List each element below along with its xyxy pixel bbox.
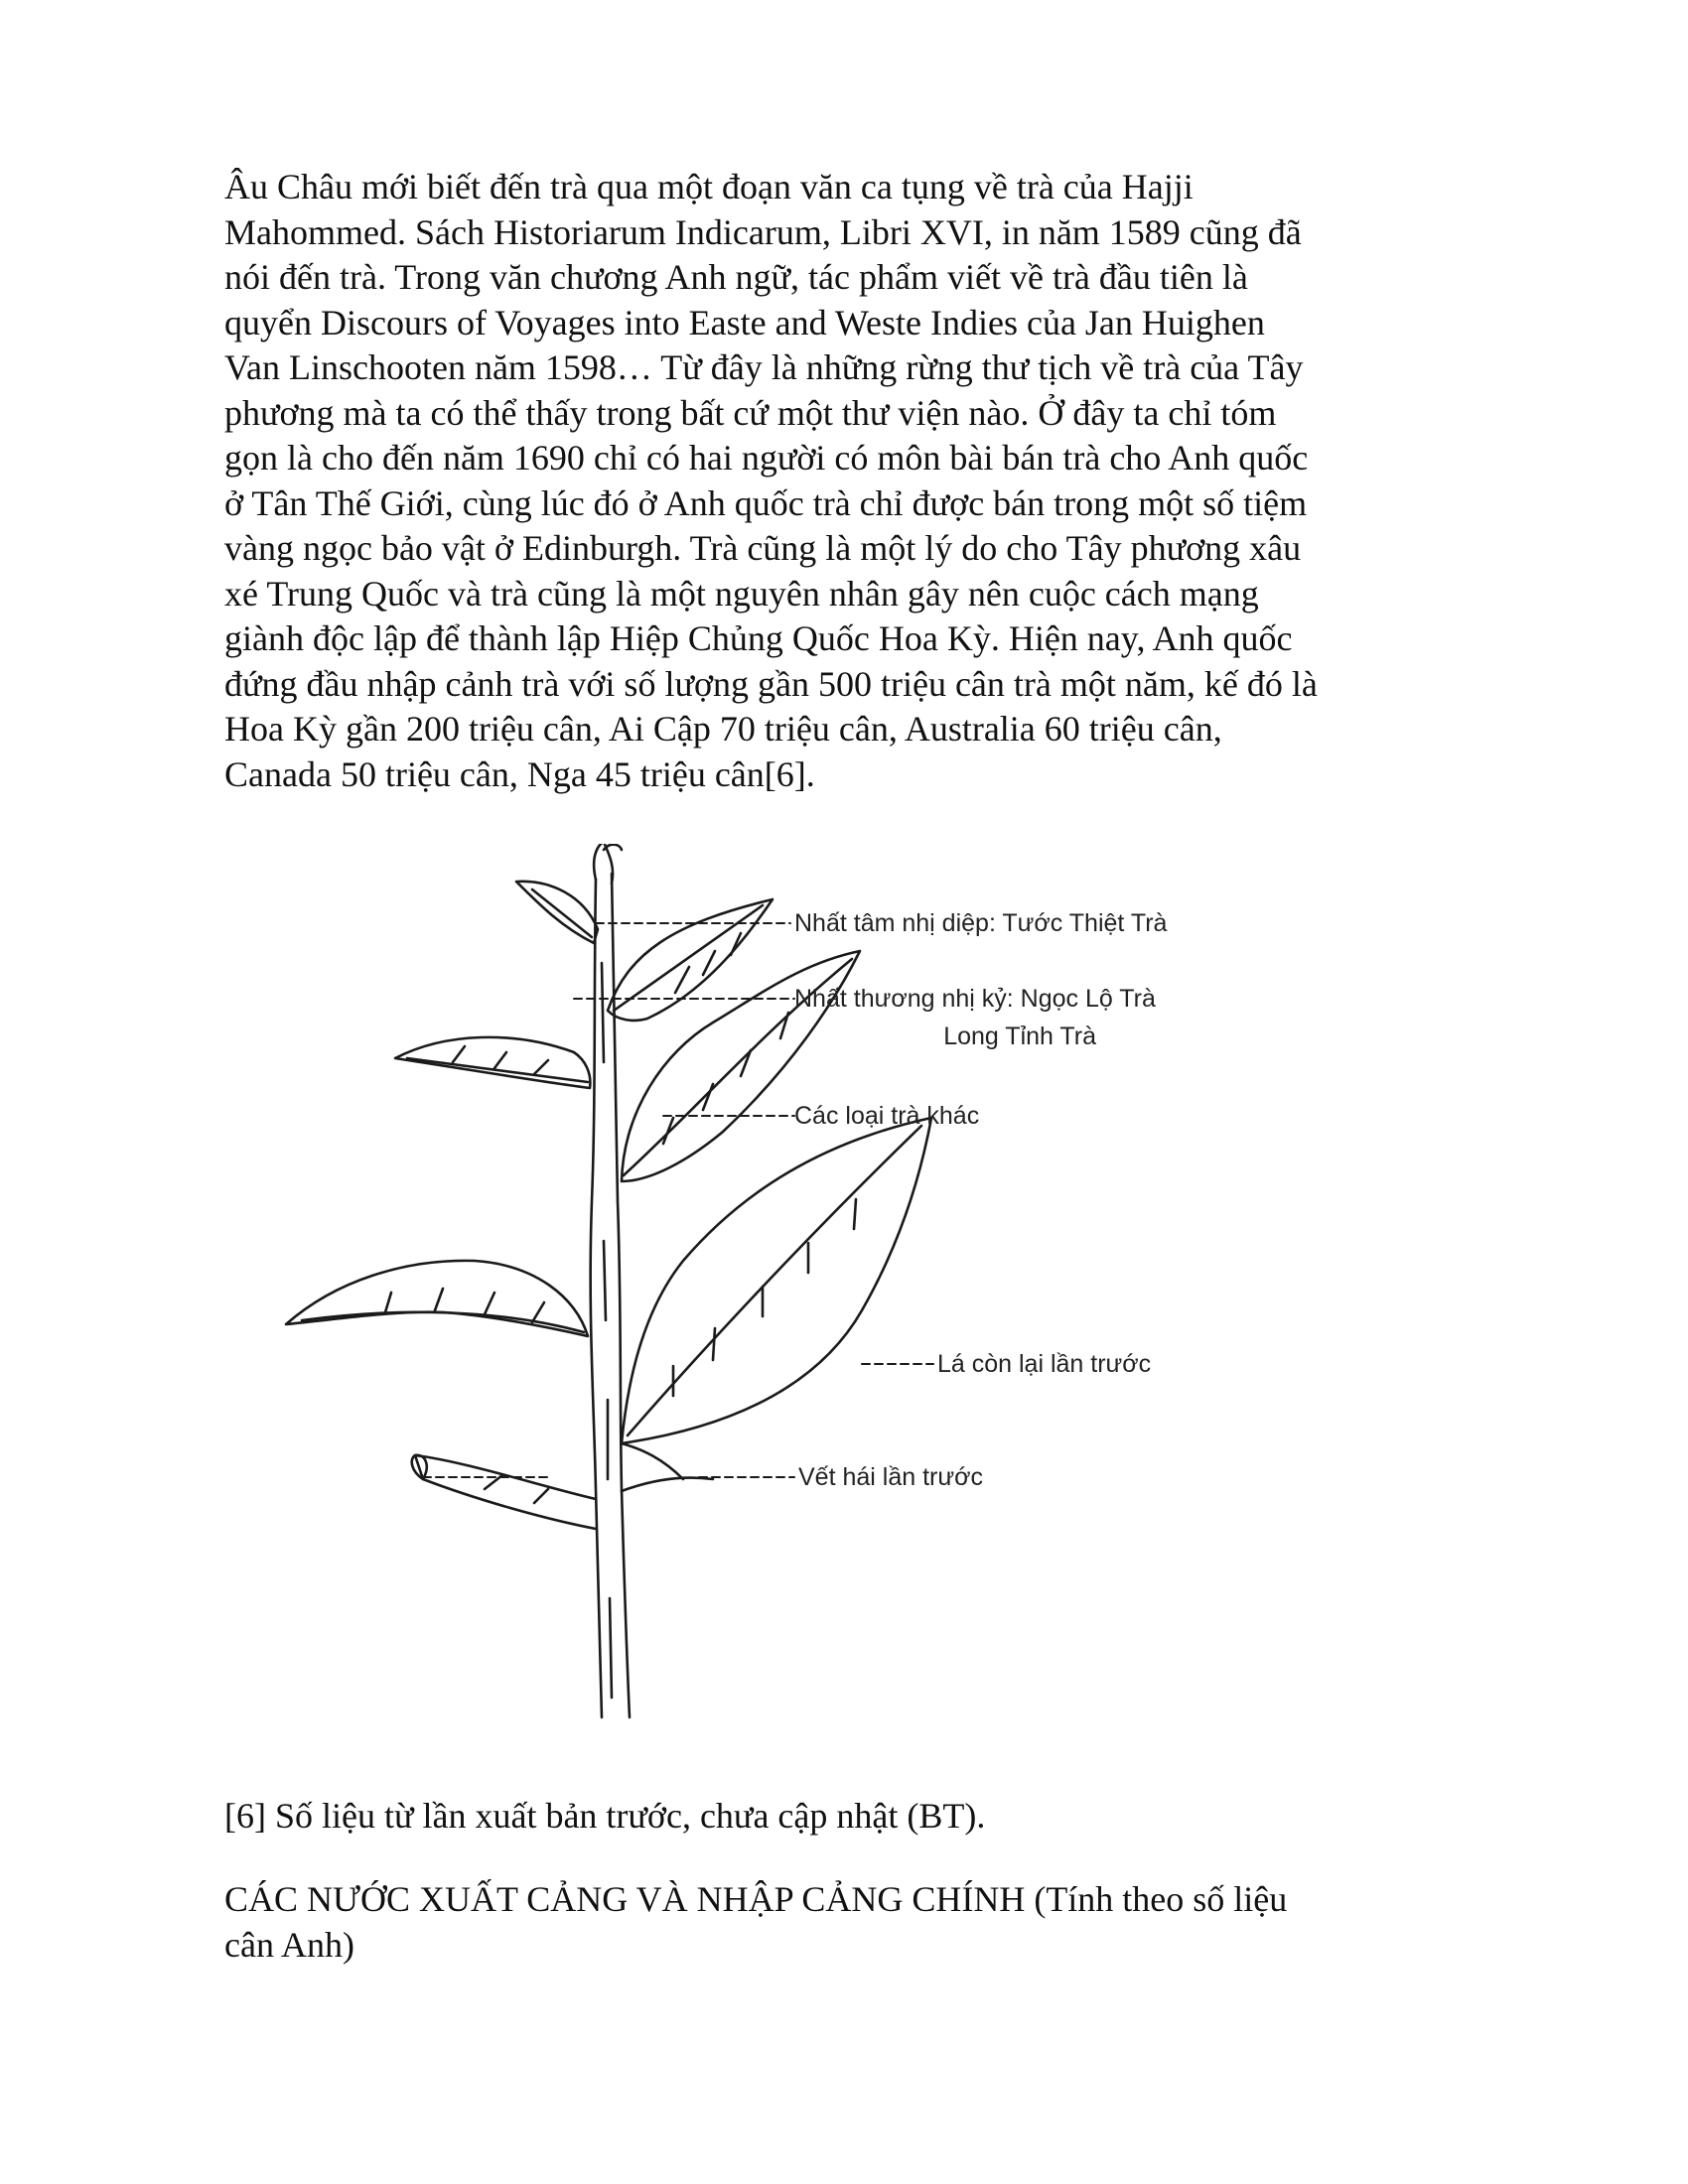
paragraph-line: vàng ngọc bảo vật ở Edinburgh. Trà cũng là một lý do cho Tây phương xâu: [224, 528, 1302, 568]
section-heading: [224, 1877, 1287, 1968]
heading-line: CÁC NƯỚC XUẤT CẢNG VÀ NHẬP CẢNG CHÍNH (Tính theo số liệu: [224, 1879, 1288, 1919]
paragraph-line: nói đến trà. Trong văn chương Anh ngữ, tác phẩm viết về trà đầu tiên là: [224, 257, 1248, 297]
heading-line: cân Anh): [224, 1924, 354, 1965]
label-previous-cut: Vết hái lần trước: [798, 1463, 983, 1491]
label-bud-stem-line1: Nhất thương nhị kỷ: Ngọc Lộ Trà: [794, 985, 1156, 1013]
lower-right-leaf: [622, 1118, 931, 1443]
cut-branch: [415, 1455, 596, 1529]
main-stem: [591, 880, 602, 1717]
footnote: [6] Số liệu từ lần xuất bản trước, chưa cập nhật (BT).: [224, 1796, 986, 1836]
label-bud-leaves: Nhất tâm nhị diệp: Tước Thiệt Trà: [794, 909, 1168, 937]
paragraph-line: phương mà ta có thể thấy trong bất cứ một thư viện nào. Ở đây ta chỉ tóm: [224, 392, 1277, 433]
paragraph-line: quyển Discours of Voyages into Easte and Weste Indies của Jan Huighen: [224, 302, 1265, 342]
label-remaining-leaf: Lá còn lại lần trước: [937, 1350, 1152, 1378]
body-paragraph: [224, 165, 1515, 797]
paragraph-line: đứng đầu nhập cảnh trà với số lượng gần 500 triệu cân trà một năm, kế đó là: [224, 663, 1318, 704]
tea-shoot-drawing: [246, 844, 1338, 1757]
lower-left-leaf: [286, 1261, 588, 1336]
paragraph-line: giành độc lập để thành lập Hiệp Chủng Quốc Hoa Kỳ. Hiện nay, Anh quốc: [224, 618, 1293, 658]
bud-leaf: [516, 882, 598, 943]
tea-shoot-illustration: [246, 844, 1338, 1757]
paragraph-line: Mahommed. Sách Historiarum Indicarum, Libri XVI, in năm 1589 cũng đã: [224, 211, 1302, 252]
paragraph-line: gọn là cho đến năm 1690 chỉ có hai người có môn bài bán trà cho Anh quốc: [224, 438, 1309, 478]
middle-left-leaf: [395, 1037, 590, 1088]
label-bud-stem-line2: Long Tỉnh Trà: [943, 1023, 1096, 1050]
paragraph-line: Van Linschooten năm 1598… Từ đây là những rừng thư tịch về trà của Tây: [224, 347, 1304, 387]
paragraph-line: Hoa Kỳ gần 200 triệu cân, Ai Cập 70 triệu cân, Australia 60 triệu cân,: [224, 709, 1222, 749]
paragraph-line: xé Trung Quốc và trà cũng là một nguyên nhân gây nên cuộc cách mạng: [224, 573, 1259, 614]
paragraph-line: ở Tân Thế Giới, cùng lúc đó ở Anh quốc trà chỉ được bán trong một số tiệm: [224, 482, 1308, 523]
paragraph-line: Canada 50 triệu cân, Nga 45 triệu cân[6].: [224, 753, 815, 794]
paragraph-line: Âu Châu mới biết đến trà qua một đoạn văn ca tụng về trà của Hajji: [224, 167, 1194, 206]
label-other-teas: Các loại trà khác: [794, 1102, 980, 1130]
